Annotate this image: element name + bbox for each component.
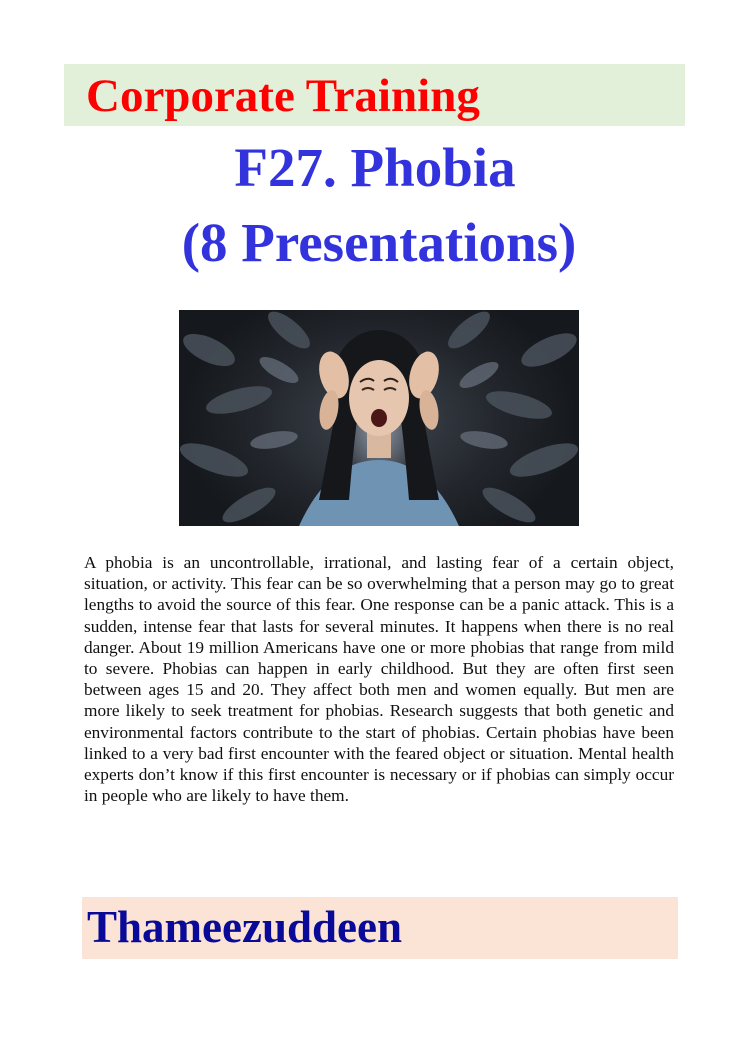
photo-icon <box>179 310 579 526</box>
document-title: F27. Phobia <box>234 137 516 198</box>
author-banner <box>82 897 678 959</box>
document-subtitle: (8 Presentations) <box>181 212 577 273</box>
phobia-photo <box>179 310 579 526</box>
header-banner <box>64 64 685 126</box>
banner-title: Corporate Training <box>86 70 480 122</box>
author-name: Thameezuddeen <box>87 902 402 952</box>
body-paragraph: A phobia is an uncontrollable, irrational, and lasting fear of a certain object, situation, or activity. This fear can be so overwhelming that a person may go to great lengths to avoid the source of this fear. One response can be a panic attack. This is a sudden, intense fear that lasts for several minutes. It happens when there is no real danger. About 19 million Americans have one or more phobias that range from mild to severe. Phobias can happen in early childhood. But they are often first seen between ages 15 and 20. They affect both men and women equally. But men are more likely to seek treatment for phobias. Research suggests that both genetic and environmental factors contribute to the start of phobias. Certain phobias have been linked to a very bad first encounter with the feared object or situation. Mental health experts don’t know if this first encounter is necessary or if phobias can simply occur in people who are likely to have them. <box>84 553 674 806</box>
